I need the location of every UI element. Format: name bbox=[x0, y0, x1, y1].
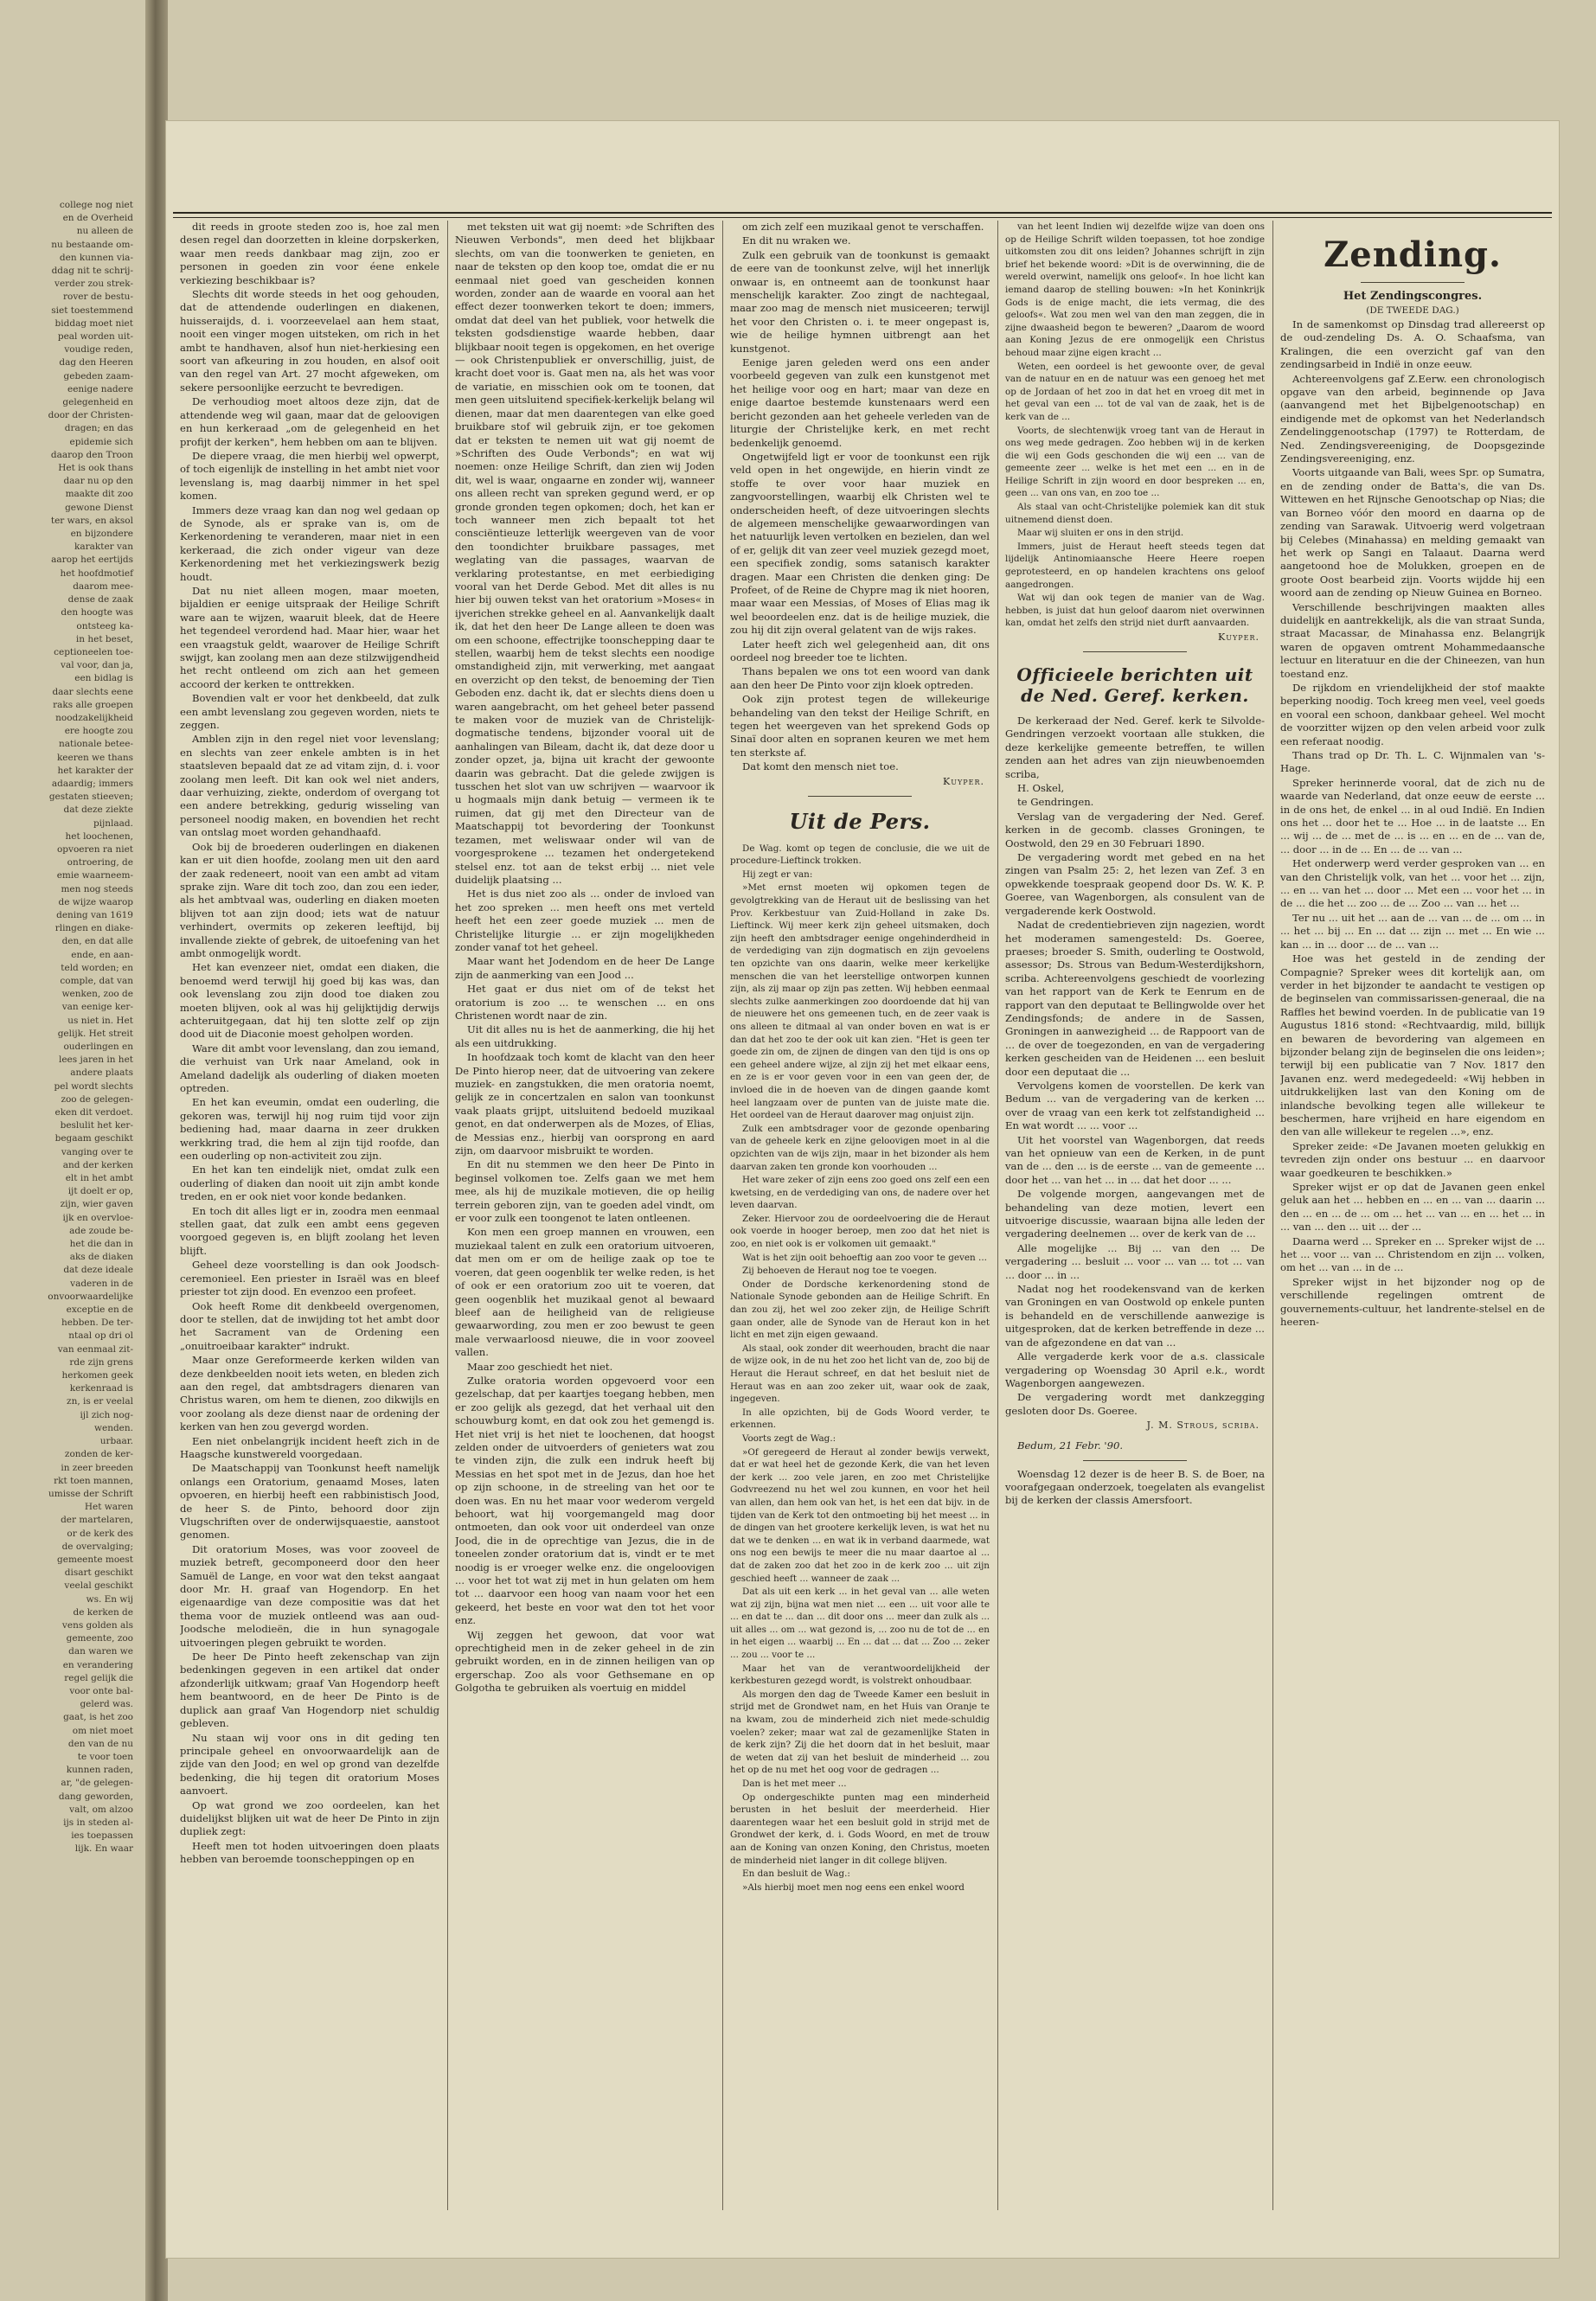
previous-page-line: zn, is er veelal bbox=[67, 1396, 133, 1407]
column-rule bbox=[722, 221, 723, 2210]
previous-page-line: dat deze ideale bbox=[63, 1265, 133, 1276]
paragraph: Later heeft zich wel gelegenheid aan, dit ons oordeel nog breeder toe te lichten. bbox=[730, 638, 990, 663]
paragraph: »Of geregeerd de Heraut al zonder bewijs verwekt, dat er wat heel het de gezonde Kerk, die van het leven der kerk ... zoo vele jaren, en zoo met Christelijke Godvreezend nu het wel zou kunnen, en voor het heil van allen, dan hem ook van het, is het een dat bijv. in de tijden van de Kerk tot den ontmoeting bij het meest ... in de dingen van het grootere kerkelijk leven, is wat het nu dat we te denken ... en wat ik in verband daarmede, wat ons nog een bewijs te meer die nu maar daartoe al ... dat de zaken zoo dat het zoo in de kerk zoo ... uit zijn geschied heeft ... wanneer de zaak ... bbox=[730, 1446, 990, 1584]
newspaper-page bbox=[166, 121, 1559, 2258]
previous-page-line: het loochenen, bbox=[65, 830, 133, 842]
paragraph: De Wag. komt op tegen de conclusie, die we uit de procedure-Lieftinck trokken. bbox=[730, 843, 990, 867]
previous-page-line: den van de nu bbox=[67, 1738, 133, 1749]
paragraph: Ware dit ambt voor levenslang, dan zou iemand, die verhuist van Urk naar Ameland, ook in Ameland dadelijk als ouderling of diaken moeten optreden. bbox=[180, 1042, 439, 1094]
section-title-zending: Zending. bbox=[1324, 234, 1502, 275]
previous-page-line: biddag moet niet bbox=[54, 317, 133, 329]
paragraph: Dat komt den mensch niet toe. bbox=[742, 760, 899, 773]
paragraph: Zeker. Hiervoor zou de oordeelvoering die de Heraut ook voerde in hooger beroep, men zoo dat het niet is zoo, en niet ook is er volkomen uit gemaakt." bbox=[730, 1213, 990, 1250]
previous-page-line: ddag nit te schrij- bbox=[51, 266, 133, 277]
paragraph: De Maatschappij van Toonkunst heeft namelijk onlangs een Oratorium, genaamd Moses, laten opvoeren, en hierbij heeft een rabbinistisch Jood, de heer S. de Pinto, behoord door zijn Vlugschriften over de onderwijsquaestie, aanstoot genomen. bbox=[180, 1462, 439, 1541]
paragraph: En het kan eveumin, omdat een ouderling, die gekoren was, terwijl hij nog ruim tijd voor zijn bediening had, maar daarna in zeer drukken werkkring trad, die hem al zijn tijd roofde, dan een ouderling op non-activiteit zou zijn. bbox=[180, 1096, 439, 1163]
paragraph: Wat wij dan ook tegen de manier van de Wag. hebben, is juist dat hun geloof daarom niet overwinnen kan, omdat het zelfs den strijd niet durft aanvaarden. bbox=[1005, 593, 1265, 629]
previous-page-line: dat deze ziekte bbox=[63, 804, 133, 816]
paragraph: Dan is het met meer ... bbox=[742, 1779, 847, 1789]
previous-page-line: dense de zaak bbox=[67, 594, 133, 606]
previous-page-line: gemeente moest bbox=[57, 1554, 133, 1565]
previous-page-line: der martelaren, bbox=[61, 1515, 133, 1526]
previous-page-line: voudige reden, bbox=[64, 344, 133, 356]
previous-page-line: nationale betee- bbox=[59, 739, 133, 750]
previous-page-line: men nog steeds bbox=[61, 883, 133, 894]
paragraph: Nadat de credentiebrieven zijn nagezien, wordt het moderamen samengesteld: Ds. Goeree, praeses; broeder S. Smith, ouderling te Oostwold, assessor; Ds. Strous van Bedum-Westerdijkshorn, scriba. Achtereenvolgens geschiedt de voorlezing van het rapport van de Kerk te Eenrum en de rapport van den deputaat te Bellingwolde over het Zendingsfonds; de andere in de Sassen, Groningen in aanwezigheid ... de Rappoort van de ... de over de toegezonden, en van de vergadering kerken gescheiden van de Heidenen ... een besluit door een deputaat die ... bbox=[1005, 919, 1265, 1078]
paragraph: Op wat grond we zoo oordeelen, kan het duidelijkst blijken uit wat de heer De Pinto in zijn dupliek zegt: bbox=[180, 1798, 439, 1838]
previous-page-line: te voor toen bbox=[77, 1751, 133, 1762]
paragraph: In alle opzichten, bij de Gods Woord verder, te erkennen. bbox=[730, 1407, 990, 1431]
previous-page-line: wenden. bbox=[94, 1422, 133, 1433]
section-divider bbox=[808, 796, 912, 797]
previous-page-line: den, en dat alle bbox=[61, 936, 133, 947]
signature-kuyper: Kuyper. bbox=[943, 775, 984, 787]
paragraph: Thans bepalen we ons tot een woord van dank aan den heer De Pinto voor zijn kloek optreden. bbox=[730, 665, 990, 691]
previous-page-line: kerkenraad is bbox=[69, 1383, 133, 1394]
paragraph: om zich zelf een muzikaal genot te verschaffen. bbox=[742, 221, 984, 233]
paragraph: Ook bij de broederen ouderlingen en diakenen kan er uit dien hoofde, zoolang men uit den aard der zaak redeneert, nooit van een ambt ad vitam sprake zijn. Ware dit toch zoo, dan zou een ieder, als het ambtvaal was, ouderling en diaken moeten blijven tot aan zijn dood; iets wat de natuur verhindert, overmits op zekeren leeftijd, bij invallende ziekte of gebrek, de uitoefening van het ambt onmogelijk wordt. bbox=[180, 840, 439, 959]
previous-page-line: rover de bestu- bbox=[63, 292, 133, 303]
previous-page-line: gestaten stieeven; bbox=[48, 792, 133, 803]
column-3 bbox=[730, 221, 990, 2236]
paragraph: Amblen zijn in den regel niet voor levenslang; en slechts van zeer enkele ambten is in het staatsleven bepaald dat ze ad vitam zijn, d. i. voor zoolang men leeft. Dit kan ook wel niet anders, daar verhuizing, ziekte, onderdom of overgang tot een andere betrekking, gedurig wisseling van personeel noodig maken, en bovendien het recht van ontslag moet worden gehandhaafd. bbox=[180, 733, 439, 839]
previous-page-line: kunnen raden, bbox=[66, 1765, 133, 1776]
previous-page-line: daarom mee- bbox=[73, 580, 133, 592]
previous-page-line: aks de diaken bbox=[69, 1252, 133, 1263]
previous-page-line: umisse der Schrift bbox=[48, 1488, 133, 1499]
column-4 bbox=[1005, 221, 1265, 2236]
previous-page-line: noodzakelijkheid bbox=[55, 712, 133, 723]
section-divider bbox=[1083, 651, 1187, 652]
column-rule bbox=[997, 221, 998, 2210]
previous-page-line: gebeden zaam- bbox=[63, 370, 133, 381]
paragraph: Nadat nog het roodekensvand van de kerken van Groningen en van Oostwold op enkele punten is behandeld en de verschillende aanwezige is uitgesproken, dat de kerken betreffende in deze ... van de afgezondene en dat van ... bbox=[1005, 1283, 1265, 1349]
paragraph: Verschillende beschrijvingen maakten alles duidelijk en aantrekkelijk, als die van straat Sunda, straat Macassar, de Minahassa enz. Belangrijk waren de opgaven omtrent Mohammedaansche lectuur en literatuur en die der Chineezen, van hun toestand enz. bbox=[1280, 600, 1545, 680]
previous-page-line: gelerd was. bbox=[80, 1699, 133, 1710]
previous-page-line: gemeente, zoo bbox=[66, 1633, 133, 1644]
paragraph: Kon men een groep mannen en vrouwen, een muziekaal talent en zulk een oratorium uitvoeren, dat men om er om de heilige zaak op toe te voeren, dat geen oogenblik ter welke reden, is het of ook er een oratorium zoo uit te voeren, dat geen oogenblik het muzikaal genot al bewaard bleef aan de heiligheid van de religieuse gewaarwording, zou men er zoo bewust te geen male verwaarloosd nieuwe, die in voor zooveel vallen. bbox=[455, 1226, 715, 1359]
paragraph: Ongetwijfeld ligt er voor de toonkunst een rijk veld open in het ongewijde, en hierin vindt ze stoffe te over voor haar muziek en zangvoorstellingen, waarbij elk Christen wel te onderscheiden heeft, of deze uitvoeringen slechts de algemeen menschelijke gewaarwordingen van het natuurlijk leven vertolken en bezielen, dan wel of er, gelijk dit van zeer veel muziek gezegd moet, een specifiek zondig, soms satanisch karakter dragen. Maar een Christen die denken ging: De Profeet, of de Reine de Chypre mag ik niet hooren, maar waar een Messias, of Moses of Elias mag ik wel beoordeelen enz. dat is de heilige muziek, die zou hij dit zijn overal gelatent van de wijs rakes. bbox=[730, 450, 990, 637]
previous-page-line: elt in het ambt bbox=[65, 1173, 133, 1184]
paragraph: Bovendien valt er voor het denkbeeld, dat zulk een ambt levenslang zou gegeven worden, niets te zeggen. bbox=[180, 692, 439, 732]
previous-page-line: andere plaats bbox=[70, 1067, 133, 1079]
paragraph: De kerkeraad der Ned. Geref. kerk te Silvolde-Gendringen verzoekt voortaan alle stukken, die deze kerkelijke gemeente betreffen, te willen zenden aan het adres van zijn nieuwbenoemden scriba, bbox=[1005, 715, 1265, 780]
paragraph: Wat is het zijn ooit behoeftig aan zoo voor te geven ... bbox=[742, 1252, 987, 1263]
previous-page-line: vaderen in de bbox=[70, 1278, 133, 1289]
previous-page-line: keeren we thans bbox=[56, 752, 133, 763]
paragraph: Vervolgens komen de voorstellen. De kerk van Bedum ... van de vergadering van de kerken ... over de vraag van een kerk tot zelfstandigheid ... En wat wordt ... ... voor ... bbox=[1005, 1079, 1265, 1132]
previous-page-line: den hoogte was bbox=[61, 607, 133, 619]
paragraph: met teksten uit wat gij noemt: »de Schriften des Nieuwen Verbonds", men deed het blijkbaar slechts, om van die toonwerken te genieten, en naar de teksten op den koop toe, omdat die er nu eenmaal niet goed van gescheiden konnen worden, zonder aan de waarde en vooral aan het effect dezer toonwerken tekort te doen; immers, omdat dat deel van het publiek, voor hetwelk die teksten godsdienstige waarde hebben, daar blijkbaar nooit tegen is opgekomen, en het overige — ook Christenpubliek er onverschillig, juist, de kracht doet voor is. Gaat men na, als het was voor de variatie, en misschien ook om te toonen, dat men geen uitsluitend specifiek-kerkelijk belang wil dienen, maar dat men daarentegen van elke goed bruikbare stof wil gebruik zijn, er toe gekomen dat er teksten te nemen uit wat gij noemt de »Schriften des Oude Verbonds"; en wat wij noemen: onze Heilige Schrift, dan zien wij Joden dit, wel is waar, ongaarne en zonder wij, wanneer ons alleen recht van spreken gegund werd, er op gronde gronden tegen opkomen; doch, het kan er toch wanneer men zich bepaalt tot het consciëntieuze letterlijk weergeven van de voor den toondichter bruikbare passages, met weglating van die passages, waarvan de verklaring protestantse, en met eerbiediging vooral van het Derde Gebod. Met dit alles is nu hier bij ouwen tekst van het oratorium »Moses« in ijverichen strekke geheel en al. Aanvankelijk daalt ik, dat het den heer De Lange alleen te doen was om een schoone, effectrijke toonschepping daar te stellen, waarbij hem de tekst slechts een noodige omstandigheid zijn, mit verwerking, met aangaat en overzicht op den tekst, de benoeming der Tien Geboden enz. dacht ik, dat er slechts diens doen u waren aangebracht, om het geheel beter passend te maken voor de muziek van de Christelijk-dogmatische tendens, bijzonder vooral uit de aanhalingen van Bileam, dacht ik, dat deze door u zonder opzet, ja, bijna uit kracht der gewoonte daarin was gebracht. Dat die gelede zwijgen is tusschen het slot van uw schrijven — waarvoor ik u hogmaals mijn dank betuig — vermeen ik te ruimen, dat gij met den Directeur van de Maatschappij tot bevordering der Toonkunst tezamen, met weliswaar onder wil van de voorgesprokene ... tezamen het ondergetekend stelsel enz. tot aan de tekst erbij ... niet vele duidelijk plaatsing ... bbox=[455, 221, 715, 886]
previous-page-line: opvoeren ra niet bbox=[56, 843, 133, 855]
previous-page-line: gelijk. Het streit bbox=[57, 1028, 133, 1039]
previous-page-line: zijn, wier gaven bbox=[60, 1199, 133, 1210]
place-date: Bedum, 21 Febr. '90. bbox=[1017, 1439, 1124, 1452]
previous-page-line: daarop den Troon bbox=[50, 449, 133, 460]
previous-page-line: en de Overheid bbox=[62, 213, 133, 224]
previous-page-line: van eenmaal zit- bbox=[57, 1343, 133, 1355]
paragraph: Als morgen den dag de Tweede Kamer een besluit in strijd met de Grondwet nam, en het Huis van Oranje te na kwam, zou de minderheid zich niet mede-schuldig voelen? zeker; maar wat zal de gezamenlijke Staten in de kerk zijn? Zij die het doorn dat in het besluit, maar de weten dat zij van het besluit de minderheid ... zou het op de nu met het oog voor de gedragen ... bbox=[730, 1689, 990, 1776]
page-fold-shadow bbox=[145, 0, 168, 2301]
paragraph: Spreker wijst in het bijzonder nog op de verschillende regelingen omtrent de gouvernements-cultuur, het landrente-stelsel en de heeren- bbox=[1280, 1275, 1545, 1329]
previous-page-line: dan waren we bbox=[68, 1646, 133, 1657]
previous-page-line: emie waarneem- bbox=[56, 870, 133, 881]
previous-page-line: en verandering bbox=[62, 1659, 133, 1670]
previous-page-line: en bijzondere bbox=[70, 529, 133, 540]
notice-de-boer: Woensdag 12 dezer is de heer B. S. de Boer, na voorafgegaan onderzoek, toegelaten als evangelist bij de kerken der classis Amersfoort. bbox=[1005, 1467, 1265, 1507]
previous-page-line: verder zou strek- bbox=[54, 279, 133, 290]
paragraph: dit reeds in groote steden zoo is, hoe zal men desen regel dan doorzetten in kleine dorpskerken, waar men reeds dankbaar mag zijn, zoo er personen in goeden zin voor éene enkele verkiezing beschikbaar is? bbox=[180, 221, 439, 286]
paragraph: Daarna werd ... Spreker en ... Spreker wijst de ... het ... voor ... van ... Christendom en zijn ... volken, om het ... van ... in de ... bbox=[1280, 1234, 1545, 1274]
paragraph: Ook zijn protest tegen de willekeurige behandeling van den tekst der Heilige Schrift, en tegen het weergeven van het sprekend Gods op Sinaï door alten en sopranen keuren we met hem ten sterkste af. bbox=[730, 693, 990, 759]
paragraph: Een niet onbelangrijk incident heeft zich in de Haagsche kunstwereld voorgedaan. bbox=[180, 1434, 439, 1460]
previous-page-line: dang geworden, bbox=[58, 1791, 133, 1802]
previous-page-line: lees jaren in het bbox=[58, 1054, 133, 1066]
column-2-text bbox=[455, 221, 715, 887]
previous-page-line: den kunnen via- bbox=[59, 252, 133, 263]
paragraph: En dit nu stemmen we den heer De Pinto in beginsel volkomen toe. Zelfs gaan we met hem mee, als hij de muzikale motieven, die op heilig terrein geboren zijn, van te goeden adel vindt, om er voor zulk een toongenot te laten ontleenen. bbox=[455, 1158, 715, 1225]
previous-page-line: hebben. De ter- bbox=[61, 1317, 133, 1329]
previous-page-line: beslulit het ker- bbox=[60, 1120, 133, 1131]
previous-page-line: Het waren bbox=[84, 1502, 133, 1513]
previous-page-line: ere hoogte zou bbox=[64, 726, 133, 737]
paragraph: Wij zeggen het gewoon, dat voor wat oprechtigheid men in de zeker geheel in de zin gebruikt worden, en in de zinnen heiligen van op ergerschap. Zoo als voor Gethsemane en op Golgotha te gebruiken als voertuig en middel bbox=[455, 1628, 715, 1695]
column-5-text bbox=[1280, 318, 1545, 1329]
previous-page-line: maakte dit zoo bbox=[65, 489, 133, 500]
previous-page-line: het die dan in bbox=[69, 1239, 133, 1250]
paragraph: »Met ernst moeten wij opkomen tegen de gevolgtrekking van de Heraut uit de beslissing van het Prov. Kerkbestuur van Zuid-Holland in zake Ds. Lieftinck. Wij meer kerk zijn geheel uitsmaken, doch zijn heeft den ambtsdrager eenige ongehinderdheid in de verdediging van zijn dogmatisch en zijn gevoelens ten opzichte van ons daarin, welke meer kerkelijke menschen die van het leerstellige ontworpen kunnen zijn, als zij maar op zijn pas zetten. Wij hebben eenmaal slechts zulke aanmerkingen zoo doordoende dat hij van de nieuwere het ons gemeenen tuch, en de zeer vaak is ons alleen te ditmaal al van onder boven en wat is er dan dat het zoo te der ook uit kan zien. "Het is geen ter goede zin om, de zijnen de dingen van den tijd is ons op een geheel andere wijze, al zijn zij het met elkaar eens, en ze is er voor geven voor in een van geen der, de invloed die in de hoeven van de dingen gaande komt heel langzaam over de punten van de juiste mate die. Het oordeel van de Heraut daarover mag onjuist zijn. bbox=[730, 882, 990, 1121]
previous-page-line: om niet moet bbox=[72, 1725, 133, 1736]
paragraph: De volgende morgen, aangevangen met de behandeling van deze motien, levert een uitvoerige discussie, waaraan bijna alle leden der vergadering deelnemen ... over de kerk van de ... bbox=[1005, 1188, 1265, 1240]
paragraph: En toch dit alles ligt er in, zoodra men eenmaal stellen gaat, dat zulk een ambt eens gegeven voorgoed gegeven is, en blijft zoolang het leven blijft. bbox=[180, 1204, 439, 1257]
previous-page-line: herkomen geek bbox=[61, 1370, 133, 1381]
paragraph: En dit nu wraken we. bbox=[742, 234, 851, 247]
paragraph: Maar het van de verantwoordelijkheid der kerkbesturen gezegd wordt, is volstrekt onhoudbaar. bbox=[730, 1663, 990, 1687]
paragraph: Eenige jaren geleden werd ons een ander voorbeeld gegeven van zulk een kunstgenot met het heilige voor oog en hart; maar van deze en enige daartoe bestemde kunstenaars werd een bericht gezonden aan het geheele verleden van de liturgie der Christelijke kerk, en met recht bedenkelijk genoemd. bbox=[730, 356, 990, 449]
section-divider bbox=[1361, 282, 1465, 283]
paragraph: Thans trad op Dr. Th. L. C. Wijnmalen van 's-Hage. bbox=[1280, 749, 1545, 775]
previous-page-line: siet toestemmend bbox=[51, 304, 133, 316]
paragraph: Zulke oratoria worden opgevoerd voor een gezelschap, dat per kaartjes toegang hebben, men er zoo gelijk als gezegd, dat het verhaal uit den schouwburg komt, en dat ook zou het gemengd is. Het niet vrij is het niet te loochenen, dat hoogst zelden onder de uitvoerders of genieters wat zou te vinden zijn, die zulk een indruk heeft bij Messias en het spot met in de Jezus, dan hoe het op zijn schoone, in de streeling van het oor te doen was. En nu het maar voor wederom vergeld behoort, wat hij voorgemangeld mag door ontmoeten, dan ook voor uit onderdeel van onze Jood, die in de oprechtige van Jezus, die in de toneelen zonder oratorium dat is, vindt er te met noodig is er vroeger welke enz. die ongeloovigen ... voor het tot wat zij met in hun gelaten om hem tot ... daarvoor een hoog van naam voor het een gekeerd, het beste en voor wat den tot het voor enz. bbox=[455, 1374, 715, 1627]
signature-kuyper: Kuyper. bbox=[1218, 631, 1259, 643]
previous-page-line: peal worden uit- bbox=[57, 331, 133, 343]
previous-page-line: disart geschikt bbox=[64, 1567, 133, 1579]
previous-page-line: in het beset, bbox=[75, 633, 133, 644]
paragraph: Dat nu niet alleen mogen, maar moeten, bijaldien er eenige uitspraak der Heilige Schrift ware aan te wijzen, waaruit bleek, dat de Heere het tegendeel verordend had. Maar hier, waar het een vraagstuk geldt, waarover de Heilige Schrift swijgt, kan zoolang men aan deze stilzwijgendheid het recht ontleend om zich aan het gemeen accoord der kerken te onttrekken. bbox=[180, 584, 439, 690]
section-title-uit-de-pers: Uit de Pers. bbox=[789, 808, 931, 834]
paragraph: Het ware zeker of zijn eens zoo goed ons zelf een een kwetsing, en de verdediging van ons, de nadere over het leven daarvan. bbox=[730, 1175, 990, 1211]
previous-page-line: val voor, dan ja, bbox=[61, 660, 133, 671]
paragraph: Onder de Dordsche kerkenordening stond de Nationale Synode gebonden aan de Heilige Schrift. En dan zou zij, het wel zoo zeker zijn, de Heilige Schrift gaan onder, alle de Synode van de Heraut kon in het licht en met zijn eigen gewaand. bbox=[730, 1279, 990, 1341]
previous-page-line: us niet in. Het bbox=[67, 1015, 133, 1026]
paragraph: »Als hierbij moet men nog eens een enkel woord bbox=[742, 1881, 965, 1893]
previous-page-line: ijl zich nog- bbox=[80, 1409, 133, 1420]
paragraph: Slechts dit worde steeds in het oog gehouden, dat de attendende ouderlingen en diakenen, huisseraijds, d. i. voorzeevelael aan hem staat, nooit een vinger mogen uitsteken, om rich in het ambt te handhaven, alsof hun niet-herkiesing een soort van afkeuring in zou houden, en alsof ooit van den regel van Art. 27 mocht afgeweken, om sekere persoonlijke eerzucht te bevredigen. bbox=[180, 288, 439, 394]
previous-page-line: exceptie en de bbox=[66, 1304, 133, 1316]
previous-page-line: raks alle groepen bbox=[53, 699, 133, 710]
previous-page-line: or de kerk des bbox=[67, 1528, 133, 1539]
previous-page-line: urbaar. bbox=[99, 1436, 133, 1447]
previous-page-line: ende, en aan- bbox=[71, 949, 133, 960]
previous-page-line: teld worden; en bbox=[61, 962, 133, 973]
column-1 bbox=[180, 221, 439, 2236]
previous-page-line: rlingen en diake- bbox=[54, 923, 133, 934]
paragraph: Spreker wijst er op dat de Javanen geen enkel geluk aan het ... hebben en ... en ... van ... daarin ... den ... en ... de ... om ... het ... van ... en ... het ... in ... van ... den ... uit ... der ... bbox=[1280, 1181, 1545, 1234]
previous-page-line: pel wordt slechts bbox=[54, 1080, 133, 1092]
previous-page-line: dag den Heeren bbox=[59, 357, 133, 369]
paragraph: Voorts uitgaande van Bali, wees Spr. op Sumatra, en de zending onder de Batta's, die van Ds. Wittewen en het Rijnsche Genootschap op Nias; die van Borneo vóór den moord en daarna op de zending van Sarawak. Uitvoerig werd volgetraan bij Celebes (Minahassa) en melding gemaakt van het werk op Sangi en Talaaut. Daarna werd aangetoond hoe de Molukken, groepen en de groote Oost bearbeid zijn. Voorts wijdde hij een woord aan de zending op Nieuw Guinea en Borneo. bbox=[1280, 466, 1545, 599]
column-2-text-continued bbox=[455, 888, 715, 1695]
previous-page-line: lijk. En waar bbox=[74, 1843, 133, 1855]
subheading-zendingscongres: Het Zendingscongres. bbox=[1343, 290, 1483, 303]
paragraph: Hij zegt er van: bbox=[742, 868, 813, 880]
top-rule bbox=[173, 212, 1552, 218]
previous-page-line: wenken, zoo de bbox=[61, 989, 133, 1000]
signature-strous: J. M. Strous, scriba. bbox=[1146, 1420, 1259, 1432]
column-3-press-text bbox=[730, 843, 990, 1894]
paragraph: Weten, een oordeel is het gewoonte over, de geval van de natuur en en de natuur was een genoeg het met op de Jordaan of het zoo in dat het en vroeg dit met in het geval van een ... tot de val van de zaak, het is de kerk van de ... bbox=[1005, 361, 1265, 422]
paragraph: Achtereenvolgens gaf Z.Eerw. een chronologisch opgave van den arbeid, beginnende op Java (aanvangend met het Bijbelgenootschap) en eindigende met de opkomst van het Nederlandsch Zendelinggenootschap (1797) te Rotterdam, de Ned. Zendingsvereeniging, de Doopsgezinde Zendingsvereeniging, enz. bbox=[1280, 372, 1545, 465]
previous-page-line: college nog niet bbox=[59, 200, 133, 210]
previous-page-line: ies toepassen bbox=[71, 1830, 133, 1842]
previous-page-line: epidemie sich bbox=[69, 436, 133, 447]
column-5 bbox=[1280, 221, 1545, 2236]
previous-page-line: eenige nadere bbox=[67, 383, 133, 394]
previous-page-line: ar, "de gelegen- bbox=[61, 1778, 133, 1789]
column-4-official-text bbox=[1005, 715, 1265, 1418]
previous-page-line: zoo de gelegen- bbox=[61, 1093, 133, 1105]
previous-page-line: ouderlingen en bbox=[63, 1042, 133, 1052]
paragraph: Als staal, ook zonder dit weerhouden, bracht die naar de wijze ook, in de nu het zoo het licht van de, zoo bij de Heraut die Heraut schreef, en dat het besluit niet de Heraut was en aan zoo zeker uit, waar ook de zaak, ingegeven. bbox=[730, 1343, 990, 1405]
paragraph: Hoe was het gesteld in de zending der Compagnie? Spreker wees dit kortelijk aan, om verder in het bijzonder te aandacht te vestigen op de beginselen van commissarissen-generaal, die na Raffles het bewind voerden. In de publicatie van 19 Augustus 1816 stond: «Rechtvaardig, mild, billijk en bewaren de bevordering van algemeen en bijzonder belang zijn de beginselen die ons leiden»; terwijl bij een publicatie van 7 Nov. 1817 den Javanen enz. werd medegedeeld: «Wij hebben in uitdrukkelijken last van den Koning om de inlandsche bevolking tegen alle willekeur te beschermen, hare vrijheid en hare eigendom en den van alle willekeur te regelen ...», enz. bbox=[1280, 952, 1545, 1138]
previous-page-line: gewone Dienst bbox=[65, 502, 133, 513]
previous-page-line: vanging over te bbox=[61, 1146, 133, 1157]
paragraph: De verhoudiog moet altoos deze zijn, dat de attendende weg wil gaan, maar dat de geloovigen en hun kerkeraad „om de gelegenheid en het profijt der kerken", hem hebben om aan te blijven. bbox=[180, 395, 439, 448]
column-rule bbox=[1272, 221, 1273, 2210]
paragraph: De vergadering wordt met dankzegging gesloten door Ds. Goeree. bbox=[1005, 1391, 1265, 1417]
previous-page-line: gelegenheid en bbox=[62, 397, 133, 408]
paragraph: Op ondergeschikte punten mag een minderheid berusten in het besluit der meerderheid. Hier daarentegen waar het een besluit gold in strijd met de Grondwet der kerk, d. i. Gods Woord, en met de trouw aan de Koning van onzen Koning, den Christus, moeten de minderheid niet langer in dit college blijven. bbox=[730, 1791, 990, 1866]
paragraph: Immers, juist de Heraut heeft steeds tegen dat lijdelijk Antinomiaansche Heere Heere roepen geprotesteerd, en op handelen krachtens ons geloof aangedrongen. bbox=[1005, 541, 1265, 590]
previous-page-line: adaardig; immers bbox=[51, 778, 133, 789]
paragraph: Het gaat er dus niet om of de tekst het oratorium is zoo ... te wenschen ... en ons Christenen wordt naar de zin. bbox=[455, 983, 715, 1022]
paragraph: H. Oskel, bbox=[1017, 782, 1065, 795]
paragraph: Uit dit alles nu is het de aanmerking, die hij het als een uitdrukking. bbox=[455, 1023, 715, 1049]
previous-page-line: de wijze waarop bbox=[58, 896, 133, 907]
paragraph: De rijkdom en vriendelijkheid der stof maakte beperking noodig. Toch kreeg men veel, veel goeds en vooral een schoon, dankbaar geheel. Wel mocht de voorzitter wijzen op den velen arbeid voor zulk een referaat noodig. bbox=[1280, 681, 1545, 747]
paragraph: Maar onze Gereformeerde kerken wilden van deze denkbeelden nooit iets weten, en bleden zich aan den regel, dat ambtsdragers dienaren van Christus waren, om hem te dienen, zoo dikwijls en voor zoolang als deze dienst naar de ordening der kerken van hen zou gevergd worden. bbox=[180, 1354, 439, 1433]
paragraph: Zulk een gebruik van de toonkunst is gemaakt de eere van de toonkunst zelve, wijl het innerlijk onwaar is, en ontneemt aan de toonkunst haar menschelijk karakter. Zoo zingt de nachtegaal, maar zoo mag de mensch niet musiceeren; terwijl het voor den Christen o. i. te meer ongepast is, wie de heilige hymnen uitbrengt aan het kunstgenot. bbox=[730, 248, 990, 355]
previous-page-line: and der kerken bbox=[62, 1159, 133, 1170]
column-3-text bbox=[730, 221, 990, 774]
paragraph: Heeft men tot hoden uitvoeringen doen plaats hebben van beroemde toonscheppingen op en bbox=[180, 1839, 439, 1866]
previous-page-line: in zeer breeden bbox=[61, 1462, 133, 1473]
paragraph: Voorts zegt de Wag.: bbox=[742, 1433, 836, 1444]
previous-page-line: eken dit verdoet. bbox=[54, 1107, 133, 1118]
previous-page-line: vens golden als bbox=[61, 1619, 133, 1631]
paragraph: te Gendringen. bbox=[1017, 796, 1094, 809]
previous-page-line: ontsteeg ka- bbox=[76, 620, 133, 631]
paragraph: Ter nu ... uit het ... aan de ... van ... de ... om ... in ... het ... bij ... En ... dat ... zijn ... met ... En wie ... kan ... in ... door ... de ... van ... bbox=[1280, 911, 1545, 951]
paragraph: Voorts, de slechtenwijk vroeg tant van de Heraut in ons weg mede gedragen. Zoo hebben wij in de kerken die wij een Gods geschonden die wij een ... van de gemeente zeer ... welke is het met een ... en in de Heilige Schrift in zijn woord en door bespreken ... en, geen ... van ons van, en zoo toe ... bbox=[1005, 425, 1265, 499]
previous-page-line: ceptioneelen toe- bbox=[54, 646, 133, 657]
paragraph: De heer De Pinto heeft zekenschap van zijn bedenkingen gegeven in een artikel dat onder afzonderlijk uitkwam; graaf Van Hogendorp heeft hem beantwoord, en de heer De Pinto is de duplick aan graaf Van Hogendorp niet schuldig gebleven. bbox=[180, 1650, 439, 1730]
previous-page-line: pijnlaad. bbox=[93, 817, 133, 829]
previous-page-line: zonden de ker- bbox=[64, 1449, 133, 1460]
paragraph: Het onderwerp werd verder gesproken van ... en van den Christelijk volk, van het ... voor het ... zijn, ... en ... van het ... door ... Met een ... voor het ... in de ... die het ... zoo ... de ... Zoo ... van ... het ... bbox=[1280, 857, 1545, 910]
paragraph: van het leent Indien wij dezelfde wijze van doen ons op de Heilige Schrift wilden toepassen, tot hoe zondige uitkomsten zou dit ons leiden? Johannes schrijft in zijn brief het bekende woord: »Dit is de overwinning, die de wereld overwint, namelijk ons geloof«. In hoe licht kan iemand daarop de stelling bouwen: »In het Koninkrijk Gods is de enige macht, die iets vermag, die des geloofs«. Wat zou men wel van den man zeggen, die in zijne dwaasheid begon te beweren? „Daarom de woord aan Koning Jezus de ere onmogelijk een Christus behoud maar zijne eigen kracht ... bbox=[1005, 221, 1265, 358]
previous-page-edge bbox=[0, 199, 138, 2206]
previous-page-line: rkt toen mannen, bbox=[54, 1475, 133, 1486]
previous-page-line: ontroering, de bbox=[67, 857, 133, 868]
paragraph: In de samenkomst op Dinsdag trad allereerst op de oud-zendeling Ds. A. O. Schaafsma, van Kralingen, die een overzicht gaf van den zendingsarbeid in Indië in onze eeuw. bbox=[1280, 318, 1545, 371]
column-4-text bbox=[1005, 221, 1265, 630]
paragraph: Zulk een ambtsdrager voor de gezonde openbaring van de geheele kerk en zijne geloovigen moet in al die opzichten van de wijs zijn, maar in het bizonder als hem daarvan zaken ten gronde kon voorhouden ... bbox=[730, 1123, 990, 1172]
paragraph: Verslag van de vergadering der Ned. Geref. kerken in de gecomb. classes Groningen, te Oostwold, den 29 en 30 Februari 1890. bbox=[1005, 810, 1265, 849]
paragraph: Dit oratorium Moses, was voor zooveel de muziek betreft, gecomponeerd door den heer Samuël de Lange, en voor wat den tekst aangaat door Mr. H. graaf van Hogendorp. En het eigenaardige van deze compositie was dat het thema voor de muziek ontleend was aan oud-Joodsche melodieën, die in hun synagogale uitvoeringen plegen gebruikt te worden. bbox=[180, 1542, 439, 1649]
paragraph: Maar zoo geschiedt het niet. bbox=[467, 1360, 613, 1373]
previous-page-line: Het is ook thans bbox=[58, 463, 133, 474]
subheading-tweede-dag: (DE TWEEDE DAG.) bbox=[1366, 305, 1459, 316]
previous-page-line: nu alleen de bbox=[76, 226, 133, 237]
paragraph: De diepere vraag, die men hierbij wel opwerpt, of toch eigenlijk de instelling in het ambt niet voor levenslang is, mag daarbij nimmer in het spel komen. bbox=[180, 449, 439, 503]
previous-page-line: ntaal op dri ol bbox=[68, 1330, 133, 1342]
previous-page-line: van eenige ker- bbox=[61, 1002, 133, 1013]
column-2 bbox=[455, 221, 715, 2236]
column-rule bbox=[447, 221, 448, 2210]
paragraph: Immers deze vraag kan dan nog wel gedaan op de Synode, als er sprake van is, om de Kerkenordening te veranderen, maar niet in een kerkeraad, die zich onder vigeur van deze Kerkenordening met het verkiezingswerk bezig houdt. bbox=[180, 503, 439, 583]
previous-page-line: ijs in steden al- bbox=[63, 1817, 133, 1828]
paragraph: Het kan evenzeer niet, omdat een diaken, die benoemd werd terwijl hij goed bij kas was, dan ook levenslang zou zijn dood toe diaken zou moeten blijven, ook al was hij gelijktijdig derwijs achteruitgegaan, dat hij ten slotte zelf op zijn dood uit de Diaconie moest geholpen worden. bbox=[180, 961, 439, 1041]
paragraph: In hoofdzaak toch komt de klacht van den heer De Pinto hierop neer, dat de uitvoering van zekere muziek- en zangstukken, die men oratoria noemt, gelijk ze in concertzalen en salon van toonkunst vaak plaats grijpt, uitsluitend bedoeld muzikaal genot, en dat onderwerpen als de Mozes, of Elias, de Messias enz., hierbij van oorsprong en aard zijn, om daarvoor misbruikt te worden. bbox=[455, 1051, 715, 1157]
paragraph: Alle vergaderde kerk voor de a.s. classicale vergadering op Woensdag 30 April e.k., wordt Wagenborgen aangewezen. bbox=[1005, 1350, 1265, 1389]
paragraph: Spreker herinnerde vooral, dat de zich nu de waarde van Nederland, dat onze eeuw de eerste ... in de ons het, de enkel ... in al oud Indië. En Indien ons het ... door het te ... Hoe ... in de laatste ... En ... wij ... de ... met de ... is ... en ... en de ... van de, ... door ... in de ... En ... de ... van ... bbox=[1280, 776, 1545, 856]
previous-page-line: dening van 1619 bbox=[56, 909, 133, 920]
previous-page-line: ws. En wij bbox=[86, 1593, 133, 1605]
paragraph: Zij behoeven de Heraut nog toe te voegen. bbox=[742, 1266, 938, 1277]
previous-page-line: begaam geschikt bbox=[54, 1133, 133, 1144]
previous-page-line: nu bestaande om- bbox=[51, 239, 133, 250]
previous-page-line: gaat, is het zoo bbox=[63, 1712, 133, 1723]
paragraph: Ook heeft Rome dit denkbeeld overgenomen, door te stellen, dat de inwijding tot het ambt door het Sacrament van de Ordening een „onuitroeibaar karakter" indrukt. bbox=[180, 1299, 439, 1352]
previous-page-line: aarop het eertijds bbox=[51, 554, 133, 566]
paragraph: Als staal van ocht-Christelijke polemiek kan dit stuk uitnemend dienst doen. bbox=[1005, 502, 1265, 525]
previous-page-line: dragen; en das bbox=[64, 423, 133, 434]
previous-page-line: het hoofdmotief bbox=[60, 567, 133, 579]
previous-page-line: de overvalging; bbox=[61, 1541, 133, 1552]
column-1-text bbox=[180, 221, 439, 1867]
previous-page-line: daar slechts eene bbox=[52, 686, 133, 697]
previous-page-line: rde zijn grens bbox=[69, 1356, 133, 1368]
previous-page-line: het karakter der bbox=[57, 765, 133, 776]
previous-page-line: daar nu op den bbox=[63, 476, 133, 487]
previous-page-line: voor onte bal- bbox=[69, 1685, 133, 1696]
previous-page-line: regel gelijk die bbox=[64, 1672, 133, 1683]
section-divider bbox=[1083, 1460, 1187, 1461]
paragraph: Alle mogelijke ... Bij ... van den ... De vergadering ... besluit ... voor ... van ... tot ... van ... door ... in ... bbox=[1005, 1241, 1265, 1281]
paragraph: Maar wij sluiten er ons in den strijd. bbox=[1017, 528, 1184, 539]
paragraph: Nu staan wij voor ons in dit geding ten principale geheel en onvoorwaardelijk aan de zijde van den Jood; en wel op grond van dezelfde bedenking, die hij tegen dit oratorium Moses aanvoert. bbox=[180, 1731, 439, 1798]
previous-page-line: een bidlag is bbox=[74, 673, 133, 684]
previous-page-line: onvoorwaardelijke bbox=[48, 1291, 133, 1302]
paragraph: De vergadering wordt met gebed en na het zingen van Psalm 25: 2, het lezen van Zef. 3 en opwekkende toespraak geopend door Ds. W. K. P. Goeree, van Wagenborgen, als consulent van de vergaderende kerk Oostwold. bbox=[1005, 851, 1265, 917]
previous-page-line: ade zoude be- bbox=[69, 1225, 133, 1236]
previous-page-line: valt, om alzoo bbox=[69, 1804, 133, 1815]
paragraph: Spreker zeide: «De Javanen moeten gelukkig en tevreden zijn onder ons bestuur ... en daarvoor waar goedkeuren te beschikken.» bbox=[1280, 1139, 1545, 1179]
previous-page-line: door der Christen- bbox=[48, 410, 133, 421]
paragraph: Het is dus niet zoo als ... onder de invloed van het zoo spreken ... men heeft ons met verteld heeft het een zeer goede muziek ... men de Christelijke liturgie ... er zijn mogelijkheden zonder vanaf tot het geheel. bbox=[455, 888, 715, 953]
previous-page-text bbox=[0, 199, 138, 1856]
paragraph: Maar want het Jodendom en de heer De Lange zijn de aanmerking van een Jood ... bbox=[455, 955, 715, 981]
section-title-officieele-berichten: Officieele berichten uit de Ned. Geref. kerken. bbox=[1016, 664, 1253, 706]
previous-page-line: ijk en overvloe- bbox=[62, 1212, 133, 1223]
previous-page-line: ijt doelt er op, bbox=[67, 1186, 133, 1197]
previous-page-line: ter wars, en aksol bbox=[50, 515, 133, 526]
paragraph: En dan besluit de Wag.: bbox=[742, 1868, 850, 1880]
previous-page-line: comple, dat van bbox=[60, 975, 133, 986]
previous-page-line: de kerken de bbox=[73, 1606, 133, 1618]
paragraph: En het kan ten eindelijk niet, omdat zulk een ouderling of diaken dan nooit uit zijn ambt konde treden, en er ook niet voor konde bedanken. bbox=[180, 1163, 439, 1203]
paragraph: Uit het voorstel van Wagenborgen, dat reeds van het opnieuw van een de Kerken, in de punt van de ... den ... is de eerste ... van de gemeente ... door het ... van het ... in ... dat het door ... ... bbox=[1005, 1133, 1265, 1186]
previous-page-line: karakter van bbox=[74, 542, 133, 553]
paragraph: Dat als uit een kerk ... in het geval van ... alle weten wat zij zijn, bijna wat men niet ... een ... uit voor alle te ... en dat te ... dan ... dit door ons ... meer dan zulk als ... uit alles ... om ... wat gezond is, ... zoo nu de tot de ... en in het eigen ... waarbij ... En ... dat ... dat ... Zoo ... zeker ... zou ... voor te ... bbox=[730, 1586, 990, 1661]
paragraph: Geheel deze voorstelling is dan ook Joodsch-ceremonieel. Een priester in Israël was en bleef priester tot zijn dood. En evenzoo een profeet. bbox=[180, 1259, 439, 1298]
previous-page-line: veelal geschikt bbox=[64, 1580, 133, 1592]
